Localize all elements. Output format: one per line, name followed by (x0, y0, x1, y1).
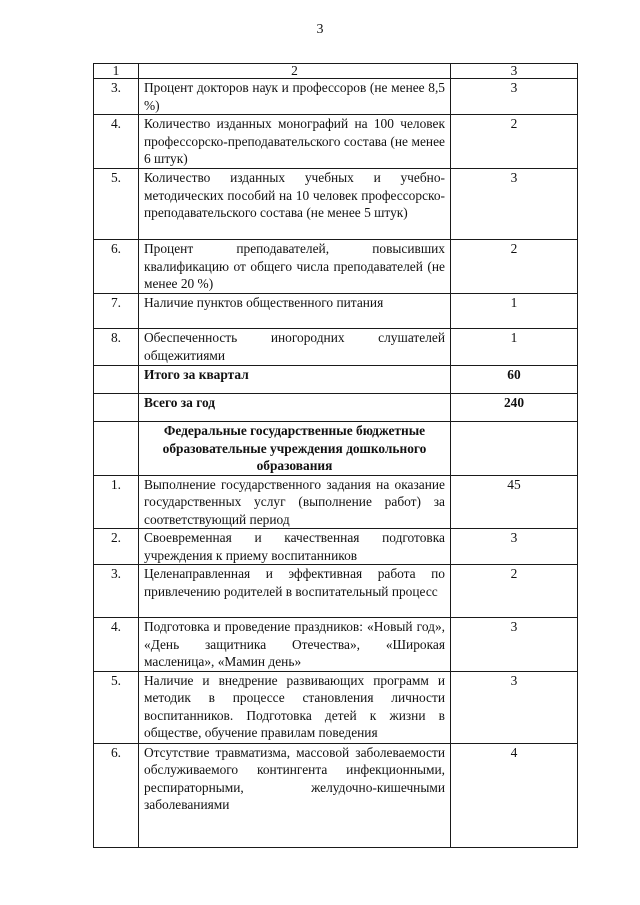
row-text: Целенаправленная и эффективная работа по привлечению родителей в воспитательный процесс (139, 565, 451, 618)
total-year-value: 240 (451, 394, 578, 422)
row-score: 3 (451, 671, 578, 743)
row-number: 5. (94, 169, 139, 240)
row-number: 1. (94, 475, 139, 529)
page-number: 3 (316, 22, 324, 37)
criteria-table (93, 63, 578, 848)
table-header-row (94, 64, 578, 79)
header-col-2: 2 (139, 64, 451, 79)
row-text: Выполнение государственного задания на оказание государственных услуг (выполнение работ) за соответствующий период (139, 475, 451, 529)
row-text: Обеспеченность иногородних слушателей общежитиями (139, 329, 451, 366)
total-quarter-label: Итого за квартал (139, 366, 451, 394)
table-row (94, 169, 578, 240)
row-number: 5. (94, 671, 139, 743)
table-row (94, 671, 578, 743)
row-text: Отсутствие травматизма, массовой заболеваемости обслуживаемого контингента инфекционными, респираторными, желудочно-кишечными заболеваниями (139, 743, 451, 847)
total-quarter-row (94, 366, 578, 394)
row-score: 3 (451, 529, 578, 565)
table-row (94, 115, 578, 169)
table-row (94, 743, 578, 847)
row-score: 1 (451, 294, 578, 329)
row-number: 2. (94, 529, 139, 565)
row-score: 2 (451, 565, 578, 618)
table-row (94, 529, 578, 565)
row-score: 3 (451, 79, 578, 115)
row-score: 2 (451, 240, 578, 294)
row-number: 7. (94, 294, 139, 329)
row-score: 1 (451, 329, 578, 366)
row-score: 3 (451, 169, 578, 240)
row-text: Количество изданных учебных и учебно-методических пособий на 10 человек профессорско-преподавательского состава (не менее 5 штук) (139, 169, 451, 240)
row-text: Подготовка и проведение праздников: «Новый год», «День защитника Отечества», «Широкая масленица», «Мамин день» (139, 618, 451, 672)
header-col-3: 3 (451, 64, 578, 79)
row-number: 4. (94, 115, 139, 169)
table-row (94, 618, 578, 672)
row-text: Наличие пунктов общественного питания (139, 294, 451, 329)
row-number: 6. (94, 240, 139, 294)
row-score: 3 (451, 618, 578, 672)
header-col-1: 1 (94, 64, 139, 79)
table-row (94, 565, 578, 618)
total-year-row (94, 394, 578, 422)
section-header-row (94, 422, 578, 476)
table-row (94, 79, 578, 115)
row-number: 3. (94, 565, 139, 618)
table-row (94, 329, 578, 366)
total-quarter-value: 60 (451, 366, 578, 394)
table-row (94, 475, 578, 529)
table-row (94, 294, 578, 329)
table-row (94, 240, 578, 294)
row-number: 8. (94, 329, 139, 366)
section-title: Федеральные государственные бюджетные образовательные учреждения дошкольного образования (139, 422, 451, 476)
row-number: 3. (94, 79, 139, 115)
row-text: Процент докторов наук и профессоров (не менее 8,5 %) (139, 79, 451, 115)
row-number: 6. (94, 743, 139, 847)
row-text: Наличие и внедрение развивающих программ и методик в процессе становления личности воспитанников. Подготовка детей к жизни в обществе, обучение правилам поведения (139, 671, 451, 743)
row-text: Количество изданных монографий на 100 человек профессорско-преподавательского состава (не менее 6 штук) (139, 115, 451, 169)
row-score: 45 (451, 475, 578, 529)
row-number: 4. (94, 618, 139, 672)
row-text: Процент преподавателей, повысивших квалификацию от общего числа преподавателей (не менее 20 %) (139, 240, 451, 294)
row-score: 2 (451, 115, 578, 169)
row-score: 4 (451, 743, 578, 847)
total-year-label: Всего за год (139, 394, 451, 422)
row-text: Своевременная и качественная подготовка учреждения к приему воспитанников (139, 529, 451, 565)
